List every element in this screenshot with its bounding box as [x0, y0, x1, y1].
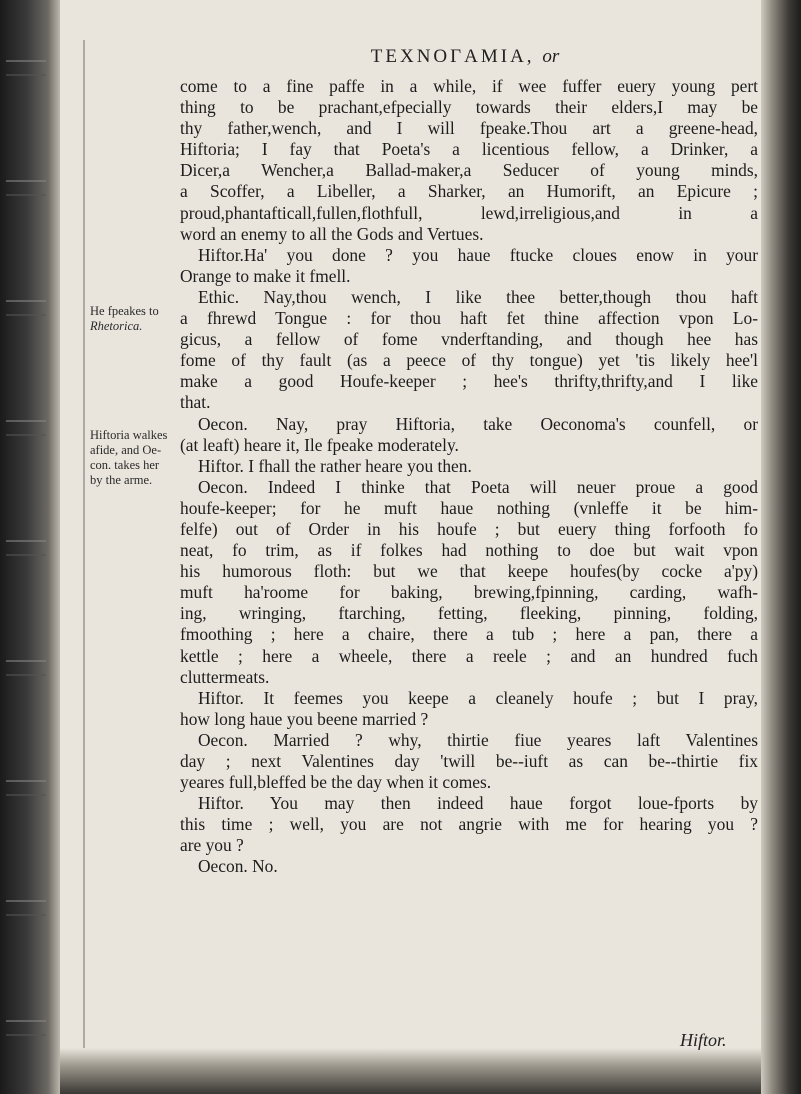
binding-ornament [6, 60, 46, 76]
header-or: or [542, 46, 560, 67]
text-line: Orange to make it fmell. [180, 265, 351, 286]
text-line: yeares full,bleffed be the day when it comes. [180, 772, 492, 793]
text-line: Hiftor. It feemes you keepe a cleanely houfe ; but I pray, [198, 687, 758, 708]
text-line: muft ha'roome for baking, brewing,fpinning, carding, wafh- [180, 582, 758, 603]
margin-note-line: by the arme. [90, 473, 153, 487]
text-line: proud,phantafticall,fullen,flothfull, lewd,irreligious,and in a [180, 202, 758, 223]
text-line: ing, wringing, ftarching, fetting, fleeking, pinning, folding, [180, 603, 758, 624]
text-line: a fhrewd Tongue : for thou haft fet thine affection vpon Lo- [180, 308, 758, 329]
binding-ornament [6, 1020, 46, 1036]
text-line: Oecon. Married ? why, thirtie fiue yeares laft Valentines [198, 729, 758, 750]
margin-note-rhetorica [90, 304, 186, 334]
text-line: a Scoffer, a Libeller, a Sharker, an Humorift, an Epicure ; [180, 181, 758, 202]
text-line: are you ? [180, 835, 244, 856]
text-line: word an enemy to all the Gods and Vertues. [180, 223, 484, 244]
binding-ornament [6, 660, 46, 676]
body-text [180, 76, 758, 878]
text-line: fmoothing ; here a chaire, there a tub ; here a pan, there a [180, 624, 758, 645]
text-line: day ; next Valentines day 'twill be--iuft as can be--thirtie fix [180, 751, 758, 771]
text-line: thing to be prachant,efpecially towards their elders,I may be [180, 97, 758, 118]
text-line: (at leaft) heare it, Ile fpeake moderately. [180, 434, 459, 455]
text-line: Hiftor. I fhall the rather heare you then. [198, 455, 472, 476]
text-line: Hiftor.Ha' you done ? you haue ftucke cloues enow in your [198, 244, 758, 265]
text-line: houfe-keeper; for he muft haue nothing (vnleffe it be him- [180, 497, 758, 518]
text-line: how long haue you beene married ? [180, 708, 429, 729]
text-line: this time ; well, you are not angrie with me for hearing you ? [180, 814, 758, 835]
text-line: neat, fo trim, as if folkes had nothing to doe but wait vpon [180, 540, 758, 561]
text-line: his humorous floth: but we that keepe houfes(by cocke a'py) [180, 561, 758, 582]
text-line: gicus, a fellow of fome vnderftanding, and though hee has [180, 329, 758, 350]
text-line: felfe) out of Order in his houfe ; but euery thing forfooth fo [180, 518, 758, 539]
text-line: that. [180, 392, 211, 413]
binding-ornament [6, 540, 46, 556]
binding-ornament [6, 900, 46, 916]
gutter-line [83, 40, 85, 1050]
margin-note-line: Hiftoria walkes [90, 428, 168, 442]
bottom-page-edge [60, 1048, 761, 1094]
margin-note-hiftoria [90, 428, 186, 488]
text-line: Ethic. Nay,thou wench, I like thee better,though thou haft [198, 286, 758, 307]
text-line: make a good Houfe-keeper ; hee's thrifty,thrifty,and I like [180, 371, 758, 392]
catchword: Hiftor. [680, 1030, 727, 1050]
text-line: kettle ; here a wheele, there a reele ; and an hundred fuch [180, 645, 758, 666]
text-line: come to a fine paffe in a while, if wee fuffer euery young pert [180, 76, 758, 96]
binding-ornament [6, 420, 46, 436]
text-line: Hiftoria; I fay that Poeta's a licentious fellow, a Drinker, a [180, 139, 758, 160]
text-line: cluttermeats. [180, 666, 270, 687]
text-line: Oecon. Nay, pray Hiftoria, take Oeconoma's counfell, or [198, 413, 758, 434]
margin-note-line: He fpeakes to [90, 304, 159, 318]
text-line: thy father,wench, and I will fpeake.Thou art a greene-head, [180, 118, 758, 139]
text-line: Hiftor. You may then indeed haue forgot loue-fports by [198, 793, 758, 814]
text-line: Dicer,a Wencher,a Ballad-maker,a Seducer of young minds, [180, 160, 758, 181]
binding-ornament [6, 300, 46, 316]
binding-ornament [6, 180, 46, 196]
running-header [230, 46, 700, 68]
binding-ornament [6, 780, 46, 796]
text-line: Oecon. Indeed I thinke that Poeta will neuer proue a good [198, 476, 758, 497]
margin-note-line: con. takes her [90, 458, 160, 472]
text-line: Oecon. No. [198, 856, 278, 877]
right-page-edge [761, 0, 801, 1094]
margin-note-line: Rhetorica. [90, 319, 143, 333]
margin-note-line: afide, and Oe- [90, 443, 162, 457]
text-line: fome of thy fault (as a peece of thy tongue) yet 'tis likely hee'l [180, 350, 758, 371]
left-binding-edge [0, 0, 60, 1094]
header-title: TEXNOΓAMIA, [370, 46, 535, 67]
